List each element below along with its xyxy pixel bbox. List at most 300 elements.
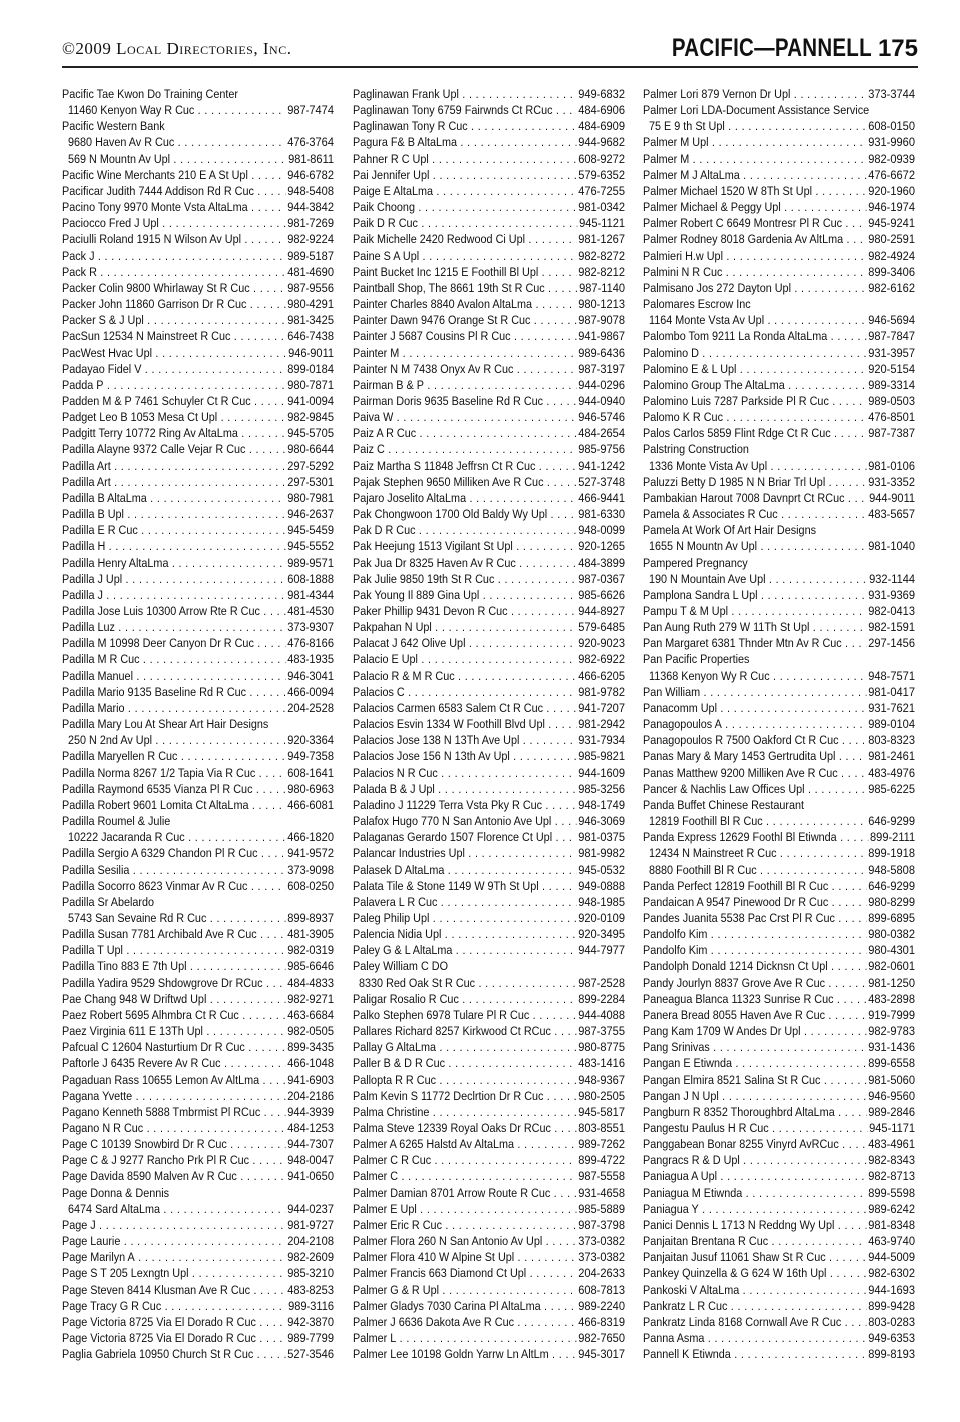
listing-entry <box>353 1152 625 1168</box>
listing-entry <box>353 975 625 991</box>
listing-entry <box>353 1007 625 1023</box>
listing-entry <box>643 425 915 441</box>
listing-phone: 989-6242 <box>868 1201 915 1216</box>
listing-name: 6474 Sard AltaLma . . . <box>68 1201 334 1217</box>
listing-name: Palaganas Gerardo 1507 Florence Ct Upl . . . <box>353 829 625 845</box>
listing-entry <box>353 215 625 231</box>
listing-entry <box>353 684 625 700</box>
listing-phone: 945-0532 <box>578 862 625 877</box>
listing-entry <box>62 199 334 215</box>
listing-entry <box>62 1233 334 1249</box>
listing-name: Padilla Raymond 6535 Vianza Pl R Cuc . . . <box>62 781 334 797</box>
listing-name: Page C 10139 Snowbird Dr R Cuc . . . <box>62 1136 334 1152</box>
listing-entry <box>643 248 915 264</box>
listing-name: Pan Aung Ruth 279 W 11Th St Upl . . . <box>643 619 915 635</box>
listing-name: Paez Virginia 611 E 13Th Upl . . . <box>62 1023 334 1039</box>
listing-phone: 944-7977 <box>578 943 625 958</box>
listing-entry <box>353 151 625 167</box>
listing-name: 10222 Jacaranda R Cuc . . . <box>68 829 334 845</box>
listing-entry <box>353 409 625 425</box>
listing-phone: 944-0237 <box>287 1201 334 1216</box>
listing-name: Page Donna & Dennis <box>62 1185 170 1200</box>
listing-phone: 982-8272 <box>578 248 625 263</box>
listing-entry <box>643 1282 915 1298</box>
listing-phone: 945-1121 <box>579 216 625 231</box>
listing-phone: 931-7934 <box>578 733 625 748</box>
listing-entry <box>353 231 625 247</box>
listing-name: Pamela At Work Of Art Hair Designs <box>643 523 817 538</box>
listing-phone: 579-6485 <box>578 620 625 635</box>
listing-entry <box>643 1233 915 1249</box>
listing-entry <box>643 345 915 361</box>
listing-entry <box>62 167 334 183</box>
listing-name: Pagano Kenneth 5888 Tmbrmist Pl RCuc . . . <box>62 1104 334 1120</box>
listing-phone: 982-8713 <box>868 1169 915 1184</box>
listing-phone: 941-7207 <box>578 700 625 715</box>
listing-phone: 931-9369 <box>868 587 915 602</box>
listing-name: Padda P . . . <box>62 377 334 393</box>
listing-entry <box>643 716 915 732</box>
listing-phone: 980-8299 <box>868 894 915 909</box>
listing-entry <box>643 732 915 748</box>
listing-name: Paine S A Upl . . . <box>353 248 625 264</box>
listing-phone: 899-3406 <box>868 264 915 279</box>
listing-phone: 608-9272 <box>578 151 625 166</box>
listing-phone: 948-0099 <box>578 523 625 538</box>
listing-phone: 476-8166 <box>287 636 334 651</box>
listing-name: 5743 San Sevaine Rd R Cuc . . . <box>68 910 334 926</box>
listing-name: Paley G & L AltaLma . . . <box>353 942 625 958</box>
listing-entry <box>62 845 334 861</box>
listing-entry <box>62 1055 334 1071</box>
listing-entry <box>62 1346 334 1362</box>
listing-entry <box>62 813 334 829</box>
listing-phone: 944-5009 <box>868 1250 915 1265</box>
listing-phone: 920-1960 <box>868 183 915 198</box>
listing-name: Pankratz L R Cuc . . . <box>643 1298 915 1314</box>
listing-phone: 463-6684 <box>287 1007 334 1022</box>
listing-entry <box>643 183 915 199</box>
listing-entry <box>643 361 915 377</box>
listing-phone: 981-0375 <box>578 830 625 845</box>
listing-entry <box>353 765 625 781</box>
listing-name: Palafox Hugo 770 N San Antonio Ave Upl . . . <box>353 813 625 829</box>
page-header <box>62 36 918 62</box>
listing-entry <box>62 668 334 684</box>
listing-entry <box>643 264 915 280</box>
listing-name: Padilla B Upl . . . <box>62 506 334 522</box>
listing-entry <box>353 1233 625 1249</box>
listing-entry <box>643 118 915 134</box>
listing-name: Palancar Industries Upl . . . <box>353 845 625 861</box>
listing-name: Palombo Tom 9211 La Ronda AltaLma . . . <box>643 328 915 344</box>
listing-name: Palos Carlos 5859 Flint Rdge Ct R Cuc . . . <box>643 425 915 441</box>
listing-name: Palmisano Jos 272 Dayton Upl . . . <box>643 280 915 296</box>
listing-entry <box>353 458 625 474</box>
listing-name: Paik Michelle 2420 Redwood Ci Upl . . . <box>353 231 625 247</box>
listing-phone: 899-8193 <box>868 1347 915 1362</box>
listing-entry <box>643 684 915 700</box>
listing-phone: 949-0888 <box>578 878 625 893</box>
listing-entry <box>62 134 334 150</box>
listing-entry <box>643 765 915 781</box>
listing-name: Page Steven 8414 Klusman Ave R Cuc . . . <box>62 1282 334 1298</box>
listing-name: Panagopoulos A . . . <box>643 716 915 732</box>
listing-phone: 980-7981 <box>287 490 334 505</box>
listing-name: Pak Julie 9850 19th St R Cuc . . . <box>353 571 625 587</box>
listing-phone: 981-1040 <box>868 539 915 554</box>
listing-name: Pagano N R Cuc . . . <box>62 1120 334 1136</box>
listing-name: Palko Stephen 6978 Tulare Pl R Cuc . . . <box>353 1007 625 1023</box>
listing-phone: 920-9023 <box>578 636 625 651</box>
listing-name: Palmer L . . . <box>353 1330 625 1346</box>
listing-entry <box>353 441 625 457</box>
listing-entry <box>643 651 915 667</box>
listing-name: Pak Young Il 889 Gina Upl . . . <box>353 587 625 603</box>
listing-name: Palmer Flora 410 W Alpine St Upl . . . <box>353 1249 625 1265</box>
listing-phone: 989-6436 <box>578 345 625 360</box>
listing-entry <box>643 1152 915 1168</box>
listing-name: Palomares Escrow Inc <box>643 297 751 312</box>
listing-phone: 989-0104 <box>868 717 915 732</box>
listing-name: Palmer M . . . <box>643 151 915 167</box>
listing-entry <box>62 86 334 102</box>
listing-entry <box>62 377 334 393</box>
listing-entry <box>643 829 915 845</box>
listing-phone: 981-9727 <box>287 1217 334 1232</box>
listing-phone: 942-3870 <box>287 1314 334 1329</box>
listing-name: Paniagua A Upl . . . <box>643 1168 915 1184</box>
listing-entry <box>62 829 334 845</box>
listing-entry <box>62 409 334 425</box>
listing-name: Palmer M Upl . . . <box>643 134 915 150</box>
listing-phone: 373-9098 <box>287 862 334 877</box>
listing-name: Padilla Mario 9135 Baseline Rd R Cuc . . . <box>62 684 334 700</box>
listing-name: Pannell K Etiwnda . . . <box>643 1346 915 1362</box>
listing-phone: 949-7358 <box>287 749 334 764</box>
listing-entry <box>643 1039 915 1055</box>
listing-entry <box>62 878 334 894</box>
listing-name: Pacific Wine Merchants 210 E A St Upl . . . <box>62 167 334 183</box>
listing-phone: 803-0283 <box>868 1314 915 1329</box>
listing-phone: 948-0047 <box>287 1153 334 1168</box>
listing-phone: 944-0296 <box>578 377 625 392</box>
listing-phone: 466-6205 <box>578 668 625 683</box>
listing-name: Palmer Lori 879 Vernon Dr Upl . . . <box>643 86 915 102</box>
listing-name: Pankratz Linda 8168 Cornwall Ave R Cuc . . . <box>643 1314 915 1330</box>
listing-phone: 981-6330 <box>578 507 625 522</box>
listing-phone: 982-9783 <box>868 1024 915 1039</box>
listing-phone: 987-7474 <box>287 103 334 118</box>
listing-name: Pacificar Judith 7444 Addison Rd R Cuc . . . <box>62 183 334 199</box>
listing-phone: 920-5154 <box>868 361 915 376</box>
listing-entry <box>353 361 625 377</box>
listing-phone: 941-0650 <box>287 1169 334 1184</box>
listing-entry <box>643 1330 915 1346</box>
listing-entry <box>62 603 334 619</box>
listing-entry <box>643 635 915 651</box>
listing-entry <box>643 474 915 490</box>
listing-name: Pakpahan N Upl . . . <box>353 619 625 635</box>
listing-name: Palacios Esvin 1334 W Foothill Blvd Upl . . . <box>353 716 625 732</box>
listing-name: Paluzzi Betty D 1985 N N Briar Trl Upl . . . <box>643 474 915 490</box>
listing-entry <box>643 668 915 684</box>
listing-name: Palmer A 6265 Halstd Av AltaLma . . . <box>353 1136 625 1152</box>
listing-name: Pak Heejung 1513 Vigilant St Upl . . . <box>353 538 625 554</box>
listing-name: Paniagua M Etiwnda . . . <box>643 1185 915 1201</box>
listing-entry <box>62 748 334 764</box>
listing-entry <box>62 732 334 748</box>
listing-name: Paint Bucket Inc 1215 E Foothill Bl Upl . . . <box>353 264 625 280</box>
listing-entry <box>62 781 334 797</box>
listing-name: Panjaitan Brentana R Cuc . . . <box>643 1233 915 1249</box>
listing-name: Pairman B & P . . . <box>353 377 625 393</box>
listing-entry <box>62 1185 334 1201</box>
listing-name: Palmer C . . . <box>353 1168 625 1184</box>
listing-phone: 932-1144 <box>869 571 915 586</box>
listing-entry <box>643 926 915 942</box>
listing-name: Paintball Shop, The 8661 19th St R Cuc . . . <box>353 280 625 296</box>
listing-entry <box>353 1072 625 1088</box>
listing-phone: 463-9740 <box>868 1234 915 1249</box>
listing-phone: 944-1693 <box>868 1282 915 1297</box>
listing-name: Pallay G AltaLma . . . <box>353 1039 625 1055</box>
listing-name: Palacat J 642 Olive Upl . . . <box>353 635 625 651</box>
listing-name: Palavera L R Cuc . . . <box>353 894 625 910</box>
listing-name: Pack R . . . <box>62 264 334 280</box>
listing-name: Packer S & J Upl . . . <box>62 312 334 328</box>
listing-phone: 931-1436 <box>868 1040 915 1055</box>
section-title: PACIFIC—PANNELL <box>672 34 872 62</box>
listing-name: Panagopoulos R 7500 Oakford Ct R Cuc . . . <box>643 732 915 748</box>
listing-entry <box>643 199 915 215</box>
listing-name: Padilla Sergio A 6329 Chandon Pl R Cuc . . . <box>62 845 334 861</box>
listing-entry <box>643 151 915 167</box>
listing-entry <box>353 1168 625 1184</box>
listing-phone: 579-6352 <box>578 167 625 182</box>
listing-phone: 899-6558 <box>868 1056 915 1071</box>
listing-phone: 982-6162 <box>868 280 915 295</box>
listing-name: Palacios Jose 156 N 13th Av Upl . . . <box>353 748 625 764</box>
listing-phone: 946-5694 <box>868 313 915 328</box>
listing-name: Palmer Lori LDA-Document Assistance Service <box>643 103 870 118</box>
listing-phone: 981-5060 <box>868 1072 915 1087</box>
listing-entry <box>643 603 915 619</box>
listing-entry <box>353 732 625 748</box>
listing-name: Padilla Manuel . . . <box>62 668 334 684</box>
listing-phone: 204-2186 <box>287 1088 334 1103</box>
listing-phone: 987-5558 <box>578 1169 625 1184</box>
page-number: 175 <box>877 35 918 62</box>
listing-name: Palmer M J AltaLma . . . <box>643 167 915 183</box>
listing-entry <box>62 474 334 490</box>
listing-entry <box>353 1282 625 1298</box>
listing-name: Palomo K R Cuc . . . <box>643 409 915 425</box>
listing-entry <box>643 781 915 797</box>
listing-phone: 297-5292 <box>287 458 334 473</box>
listing-phone: 899-5598 <box>868 1185 915 1200</box>
listing-phone: 646-7438 <box>287 329 334 344</box>
listing-entry <box>353 167 625 183</box>
listing-entry <box>62 1282 334 1298</box>
listing-entry <box>62 1168 334 1184</box>
listing-entry <box>643 167 915 183</box>
listing-entry <box>643 215 915 231</box>
listing-phone: 803-8323 <box>868 733 915 748</box>
listing-name: Pan Margaret 6381 Thnder Mtn Av R Cuc . . . <box>643 635 915 651</box>
listing-entry <box>353 619 625 635</box>
listing-name: Pak Jua Dr 8325 Haven Av R Cuc . . . <box>353 555 625 571</box>
listing-phone: 946-3069 <box>578 814 625 829</box>
listing-phone: 483-4976 <box>868 765 915 780</box>
listing-phone: 373-0382 <box>578 1250 625 1265</box>
listing-entry <box>643 571 915 587</box>
listing-entry <box>643 1055 915 1071</box>
listing-entry <box>62 587 334 603</box>
listing-entry <box>62 118 334 134</box>
listing-phone: 980-0382 <box>868 927 915 942</box>
listing-name: Panna Asma . . . <box>643 1330 915 1346</box>
listing-name: Palmer Eric R Cuc . . . <box>353 1217 625 1233</box>
listing-name: 250 N 2nd Av Upl . . . <box>68 732 334 748</box>
listing-entry <box>353 102 625 118</box>
listing-phone: 987-9078 <box>578 313 625 328</box>
listing-name: Padilla Socorro 8623 Vinmar Av R Cuc . . . <box>62 878 334 894</box>
listing-name: Pamplona Sandra L Upl . . . <box>643 587 915 603</box>
listing-entry <box>62 700 334 716</box>
listing-entry <box>353 1265 625 1281</box>
listing-entry <box>62 522 334 538</box>
listing-entry <box>62 1314 334 1330</box>
listing-entry <box>643 296 915 312</box>
listing-phone: 982-8343 <box>868 1153 915 1168</box>
listing-phone: 944-9011 <box>869 490 915 505</box>
listing-phone: 982-9271 <box>287 991 334 1006</box>
listing-entry <box>353 894 625 910</box>
listing-phone: 373-0382 <box>578 1234 625 1249</box>
listing-entry <box>353 1185 625 1201</box>
listing-name: Palmer Michael 1520 W 8Th St Upl . . . <box>643 183 915 199</box>
listing-name: Palstring Construction <box>643 442 749 457</box>
listing-phone: 941-9572 <box>287 846 334 861</box>
listing-entry <box>353 878 625 894</box>
listing-phone: 982-9845 <box>287 410 334 425</box>
listing-name: Paciocco Fred J Upl . . . <box>62 215 334 231</box>
listing-name: Painter N M 7438 Onyx Av R Cuc . . . <box>353 361 625 377</box>
listing-name: Pandolph Donald 1214 Dicknsn Ct Upl . . . <box>643 958 915 974</box>
listing-name: Pangracs R & D Upl . . . <box>643 1152 915 1168</box>
listing-entry <box>643 458 915 474</box>
listing-name: Palmer Rodney 8018 Gardenia Av AltLma . . . <box>643 231 915 247</box>
listing-phone: 981-2461 <box>868 749 915 764</box>
listing-phone: 466-6081 <box>287 797 334 812</box>
listing-phone: 985-3256 <box>578 781 625 796</box>
listing-entry <box>62 991 334 1007</box>
listing-entry <box>62 651 334 667</box>
listing-name: Palmer Francis 663 Diamond Ct Upl . . . <box>353 1265 625 1281</box>
listing-entry <box>62 1249 334 1265</box>
listing-name: 12434 N Mainstreet R Cuc . . . <box>649 845 915 861</box>
listing-phone: 484-6906 <box>578 103 625 118</box>
listing-phone: 946-3041 <box>287 668 334 683</box>
listing-phone: 948-1985 <box>578 894 625 909</box>
listing-name: Padilla H . . . <box>62 538 334 554</box>
listing-name: Paker Phillip 9431 Devon R Cuc . . . <box>353 603 625 619</box>
listing-phone: 987-3798 <box>578 1217 625 1232</box>
listing-phone: 985-6646 <box>287 959 334 974</box>
listing-entry <box>353 474 625 490</box>
listing-name: Palmer Lee 10198 Goldn Yarrw Ln AltLm . . . <box>353 1346 625 1362</box>
listing-name: Paniagua Y . . . <box>643 1201 915 1217</box>
listing-phone: 981-1250 <box>868 975 915 990</box>
listing-name: Pangestu Paulus H R Cuc . . . <box>643 1120 915 1136</box>
listing-phone: 466-1048 <box>287 1056 334 1071</box>
listing-entry <box>643 813 915 829</box>
listing-entry <box>643 393 915 409</box>
listing-entry <box>643 490 915 506</box>
listing-entry <box>62 1007 334 1023</box>
listing-phone: 484-6909 <box>578 119 625 134</box>
listing-entry <box>353 522 625 538</box>
listing-phone: 980-2591 <box>868 232 915 247</box>
listing-phone: 941-0094 <box>287 393 334 408</box>
listing-name: Pairman Doris 9635 Baseline Rd R Cuc . . . <box>353 393 625 409</box>
listing-entry <box>62 1298 334 1314</box>
listing-entry <box>643 86 915 102</box>
listing-name: Paiz A R Cuc . . . <box>353 425 625 441</box>
listing-name: Pallares Richard 8257 Kirkwood Ct RCuc . . . <box>353 1023 625 1039</box>
listing-entry <box>643 975 915 991</box>
listing-name: Paligar Rosalio R Cuc . . . <box>353 991 625 1007</box>
listing-phone: 608-1641 <box>287 765 334 780</box>
listing-phone: 989-7262 <box>578 1137 625 1152</box>
listing-entry <box>62 958 334 974</box>
listing-entry <box>353 651 625 667</box>
listing-name: Paleg Philip Upl . . . <box>353 910 625 926</box>
listing-phone: 946-9560 <box>868 1088 915 1103</box>
listing-entry <box>643 1314 915 1330</box>
listing-name: Padilla T Upl . . . <box>62 942 334 958</box>
listing-name: 8330 Red Oak St R Cuc . . . <box>359 975 625 991</box>
listing-phone: 608-1888 <box>287 571 334 586</box>
listing-entry <box>643 991 915 1007</box>
listing-name: Palmer Gladys 7030 Carina Pl AltaLma . . . <box>353 1298 625 1314</box>
listing-name: Page Davida 8590 Malven Av R Cuc . . . <box>62 1168 334 1184</box>
listing-name: Padilla Robert 9601 Lomita Ct AltaLma . . . <box>62 797 334 813</box>
listing-name: Padilla Sr Abelardo <box>62 894 155 909</box>
listing-phone: 948-5808 <box>868 862 915 877</box>
listing-entry <box>353 910 625 926</box>
listing-name: Palmer G & R Upl . . . <box>353 1282 625 1298</box>
listing-entry <box>62 1265 334 1281</box>
listing-phone: 946-6782 <box>287 167 334 182</box>
listing-phone: 945-5705 <box>287 426 334 441</box>
listing-entry <box>62 635 334 651</box>
listing-name: Padilla M 10998 Deer Canyon Dr R Cuc . . . <box>62 635 334 651</box>
listing-name: 190 N Mountain Ave Upl . . . <box>649 571 915 587</box>
listing-name: Padilla Maryellen R Cuc . . . <box>62 748 334 764</box>
listing-phone: 981-8348 <box>868 1217 915 1232</box>
listing-entry <box>353 1088 625 1104</box>
listing-phone: 948-1749 <box>578 797 625 812</box>
listing-entry <box>353 829 625 845</box>
listing-phone: 483-2898 <box>868 991 915 1006</box>
listing-phone: 981-7269 <box>287 216 334 231</box>
listing-entry <box>643 1298 915 1314</box>
listing-phone: 476-8501 <box>868 410 915 425</box>
listing-phone: 373-3744 <box>868 87 915 101</box>
listing-phone: 931-7621 <box>868 700 915 715</box>
